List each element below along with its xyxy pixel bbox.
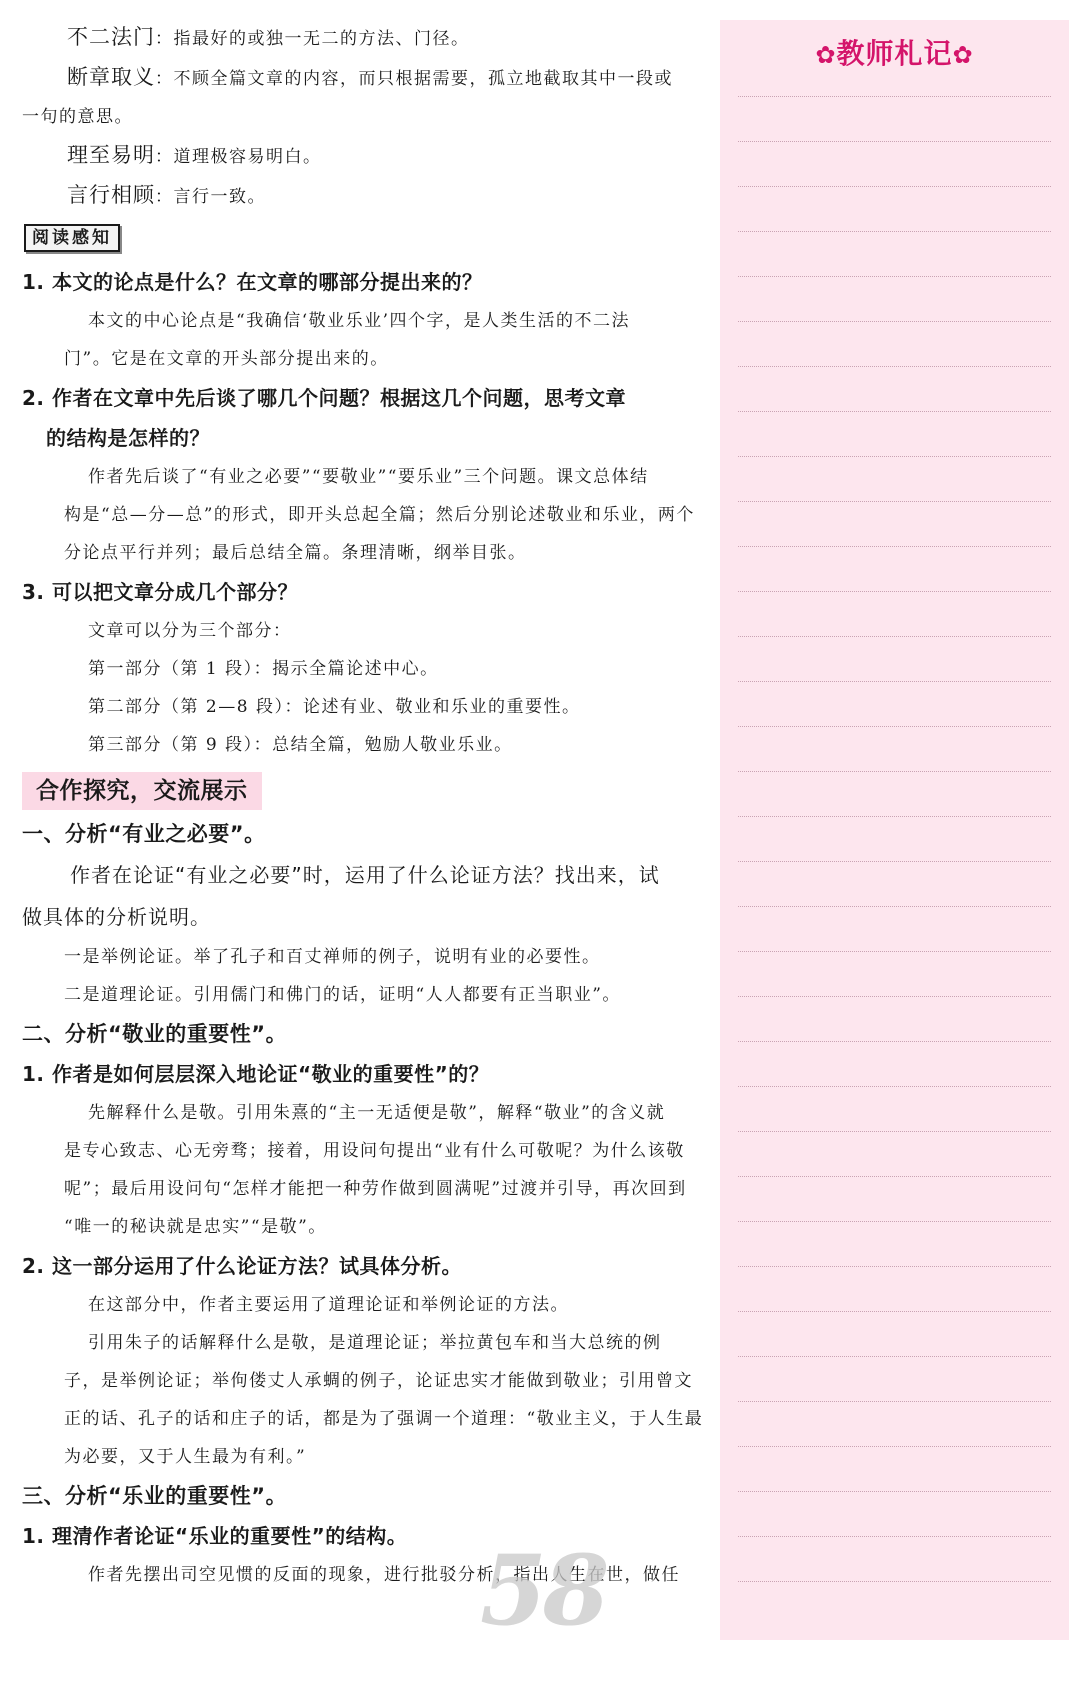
note-line bbox=[738, 1356, 1051, 1357]
answer-line: 作者先后谈了“有业之必要”“要敬业”“要乐业”三个问题。课文总体结 bbox=[88, 467, 649, 487]
question-cont: 的结构是怎样的？ bbox=[46, 426, 210, 450]
answer-line: 引用朱子的话解释什么是敬，是道理论证；举拉黄包车和当大总统的例 bbox=[88, 1333, 662, 1353]
note-line bbox=[738, 726, 1051, 727]
prompt-line: 做具体的分析说明。 bbox=[22, 905, 211, 929]
prompt-line: 作者在论证“有业之必要”时，运用了什么论证方法？找出来，试 bbox=[70, 863, 660, 887]
glossary-term: 言行相顾 bbox=[67, 183, 155, 207]
answer-line: 构是“总—分—总”的形式，即开头总起全篇；然后分别论述敬业和乐业，两个 bbox=[64, 505, 695, 525]
note-line bbox=[738, 1311, 1051, 1312]
glossary-item bbox=[22, 136, 707, 176]
question: 2. 作者在文章中先后谈了哪几个问题？根据这几个问题，思考文章 bbox=[22, 386, 626, 410]
question: 1. 作者是如何层层深入地论证“敬业的重要性”的？ bbox=[22, 1062, 490, 1086]
glossary-term: 理至易明 bbox=[67, 143, 155, 167]
note-line bbox=[738, 456, 1051, 457]
glossary-term: 断章取义 bbox=[67, 65, 155, 89]
note-line bbox=[738, 861, 1051, 862]
answer-line: 先解释什么是敬。引用朱熹的“主一无适便是敬”，解释“敬业”的含义就 bbox=[88, 1103, 666, 1123]
glossary-term: 不二法门 bbox=[67, 25, 155, 49]
answer-line: 门”。它是在文章的开头部分提出来的。 bbox=[64, 349, 389, 369]
note-line bbox=[738, 1041, 1051, 1042]
glossary-definition: ：指最好的或独一无二的方法、门径。 bbox=[155, 29, 470, 49]
answer-line: 第二部分（第 2—8 段）：论述有业、敬业和乐业的重要性。 bbox=[88, 697, 581, 717]
subsection-heading: 二、分析“敬业的重要性”。 bbox=[22, 1022, 288, 1046]
note-line bbox=[738, 96, 1051, 97]
answer-line: 本文的中心论点是“我确信‘敬业乐业’四个字，是人类生活的不二法 bbox=[88, 311, 630, 331]
answer-line: 正的话、孔子的话和庄子的话，都是为了强调一个道理：“敬业主义，于人生最 bbox=[64, 1409, 704, 1429]
glossary-item bbox=[22, 176, 707, 216]
note-line bbox=[738, 1446, 1051, 1447]
answer-line: 呢”；最后用设问句“怎样才能把一种劳作做到圆满呢”过渡并引导，再次回到 bbox=[64, 1179, 687, 1199]
note-line bbox=[738, 231, 1051, 232]
answer-line: 分论点平行并列；最后总结全篇。条理清晰，纲举目张。 bbox=[64, 543, 527, 563]
note-line bbox=[738, 816, 1051, 817]
teacher-notes-title-text: 教师札记 bbox=[836, 37, 953, 70]
note-line bbox=[738, 186, 1051, 187]
teacher-notes-panel bbox=[720, 20, 1069, 1640]
note-line bbox=[738, 996, 1051, 997]
section-tag-reading: 阅读感知 bbox=[24, 224, 120, 252]
note-line bbox=[738, 501, 1051, 502]
note-line bbox=[738, 1221, 1051, 1222]
note-line bbox=[738, 1176, 1051, 1177]
glossary-item bbox=[22, 58, 707, 98]
answer-line: 是专心致志、心无旁骛；接着，用设问句提出“业有什么可敬呢？为什么该敬 bbox=[64, 1141, 685, 1161]
question: 1. 理清作者论证“乐业的重要性”的结构。 bbox=[22, 1524, 408, 1548]
answer-line: “唯一的秘诀就是忠实”“是敬”。 bbox=[64, 1217, 327, 1237]
note-line bbox=[738, 321, 1051, 322]
note-line bbox=[738, 276, 1051, 277]
note-line bbox=[738, 1266, 1051, 1267]
question: 1. 本文的论点是什么？在文章的哪部分提出来的？ bbox=[22, 270, 483, 294]
note-line bbox=[738, 1131, 1051, 1132]
glossary-definition: ：不顾全篇文章的内容，而只根据需要，孤立地截取其中一段或 bbox=[155, 69, 673, 89]
page-number: 58 bbox=[480, 1534, 606, 1647]
question: 3. 可以把文章分成几个部分？ bbox=[22, 580, 298, 604]
question: 2. 这一部分运用了什么论证方法？试具体分析。 bbox=[22, 1254, 462, 1278]
note-line bbox=[738, 1401, 1051, 1402]
answer-line: 为必要，又于人生最为有利。” bbox=[64, 1447, 307, 1467]
glossary-definition: ：言行一致。 bbox=[155, 187, 266, 207]
subsection-heading: 一、分析“有业之必要”。 bbox=[22, 822, 266, 846]
section-band-explore: 合作探究，交流展示 bbox=[22, 772, 262, 810]
note-line bbox=[738, 591, 1051, 592]
teacher-notes-title bbox=[720, 32, 1069, 72]
flower-icon: ✿ bbox=[952, 41, 974, 69]
note-line bbox=[738, 1536, 1051, 1537]
answer-line: 第一部分（第 1 段）：揭示全篇论述中心。 bbox=[88, 659, 439, 679]
note-line bbox=[738, 1491, 1051, 1492]
glossary-definition-cont: 一句的意思。 bbox=[22, 107, 133, 127]
note-line bbox=[738, 411, 1051, 412]
note-line bbox=[738, 141, 1051, 142]
note-line bbox=[738, 906, 1051, 907]
note-line bbox=[738, 546, 1051, 547]
answer-line: 子，是举例论证；举佝偻丈人承蜩的例子，论证忠实才能做到敬业；引用曾文 bbox=[64, 1371, 693, 1391]
note-line bbox=[738, 366, 1051, 367]
answer-line: 文章可以分为三个部分： bbox=[88, 621, 292, 641]
main-column bbox=[22, 18, 707, 1594]
note-line bbox=[738, 636, 1051, 637]
glossary-item bbox=[22, 18, 707, 58]
note-line bbox=[738, 951, 1051, 952]
answer-line: 第三部分（第 9 段）：总结全篇，勉励人敬业乐业。 bbox=[88, 735, 513, 755]
answer-line: 在这部分中，作者主要运用了道理论证和举例论证的方法。 bbox=[88, 1295, 569, 1315]
answer-line: 一是举例论证。举了孔子和百丈禅师的例子，说明有业的必要性。 bbox=[64, 947, 601, 967]
flower-icon: ✿ bbox=[815, 41, 837, 69]
note-line bbox=[738, 681, 1051, 682]
note-line bbox=[738, 1086, 1051, 1087]
glossary-definition: ：道理极容易明白。 bbox=[155, 147, 322, 167]
answer-line: 二是道理论证。引用儒门和佛门的话，证明“人人都要有正当职业”。 bbox=[64, 985, 621, 1005]
subsection-heading: 三、分析“乐业的重要性”。 bbox=[22, 1484, 288, 1508]
note-line bbox=[738, 1581, 1051, 1582]
note-line bbox=[738, 771, 1051, 772]
answer-line: 作者先摆出司空见惯的反面的现象，进行批驳分析，指出人生在世，做任 bbox=[88, 1565, 680, 1585]
